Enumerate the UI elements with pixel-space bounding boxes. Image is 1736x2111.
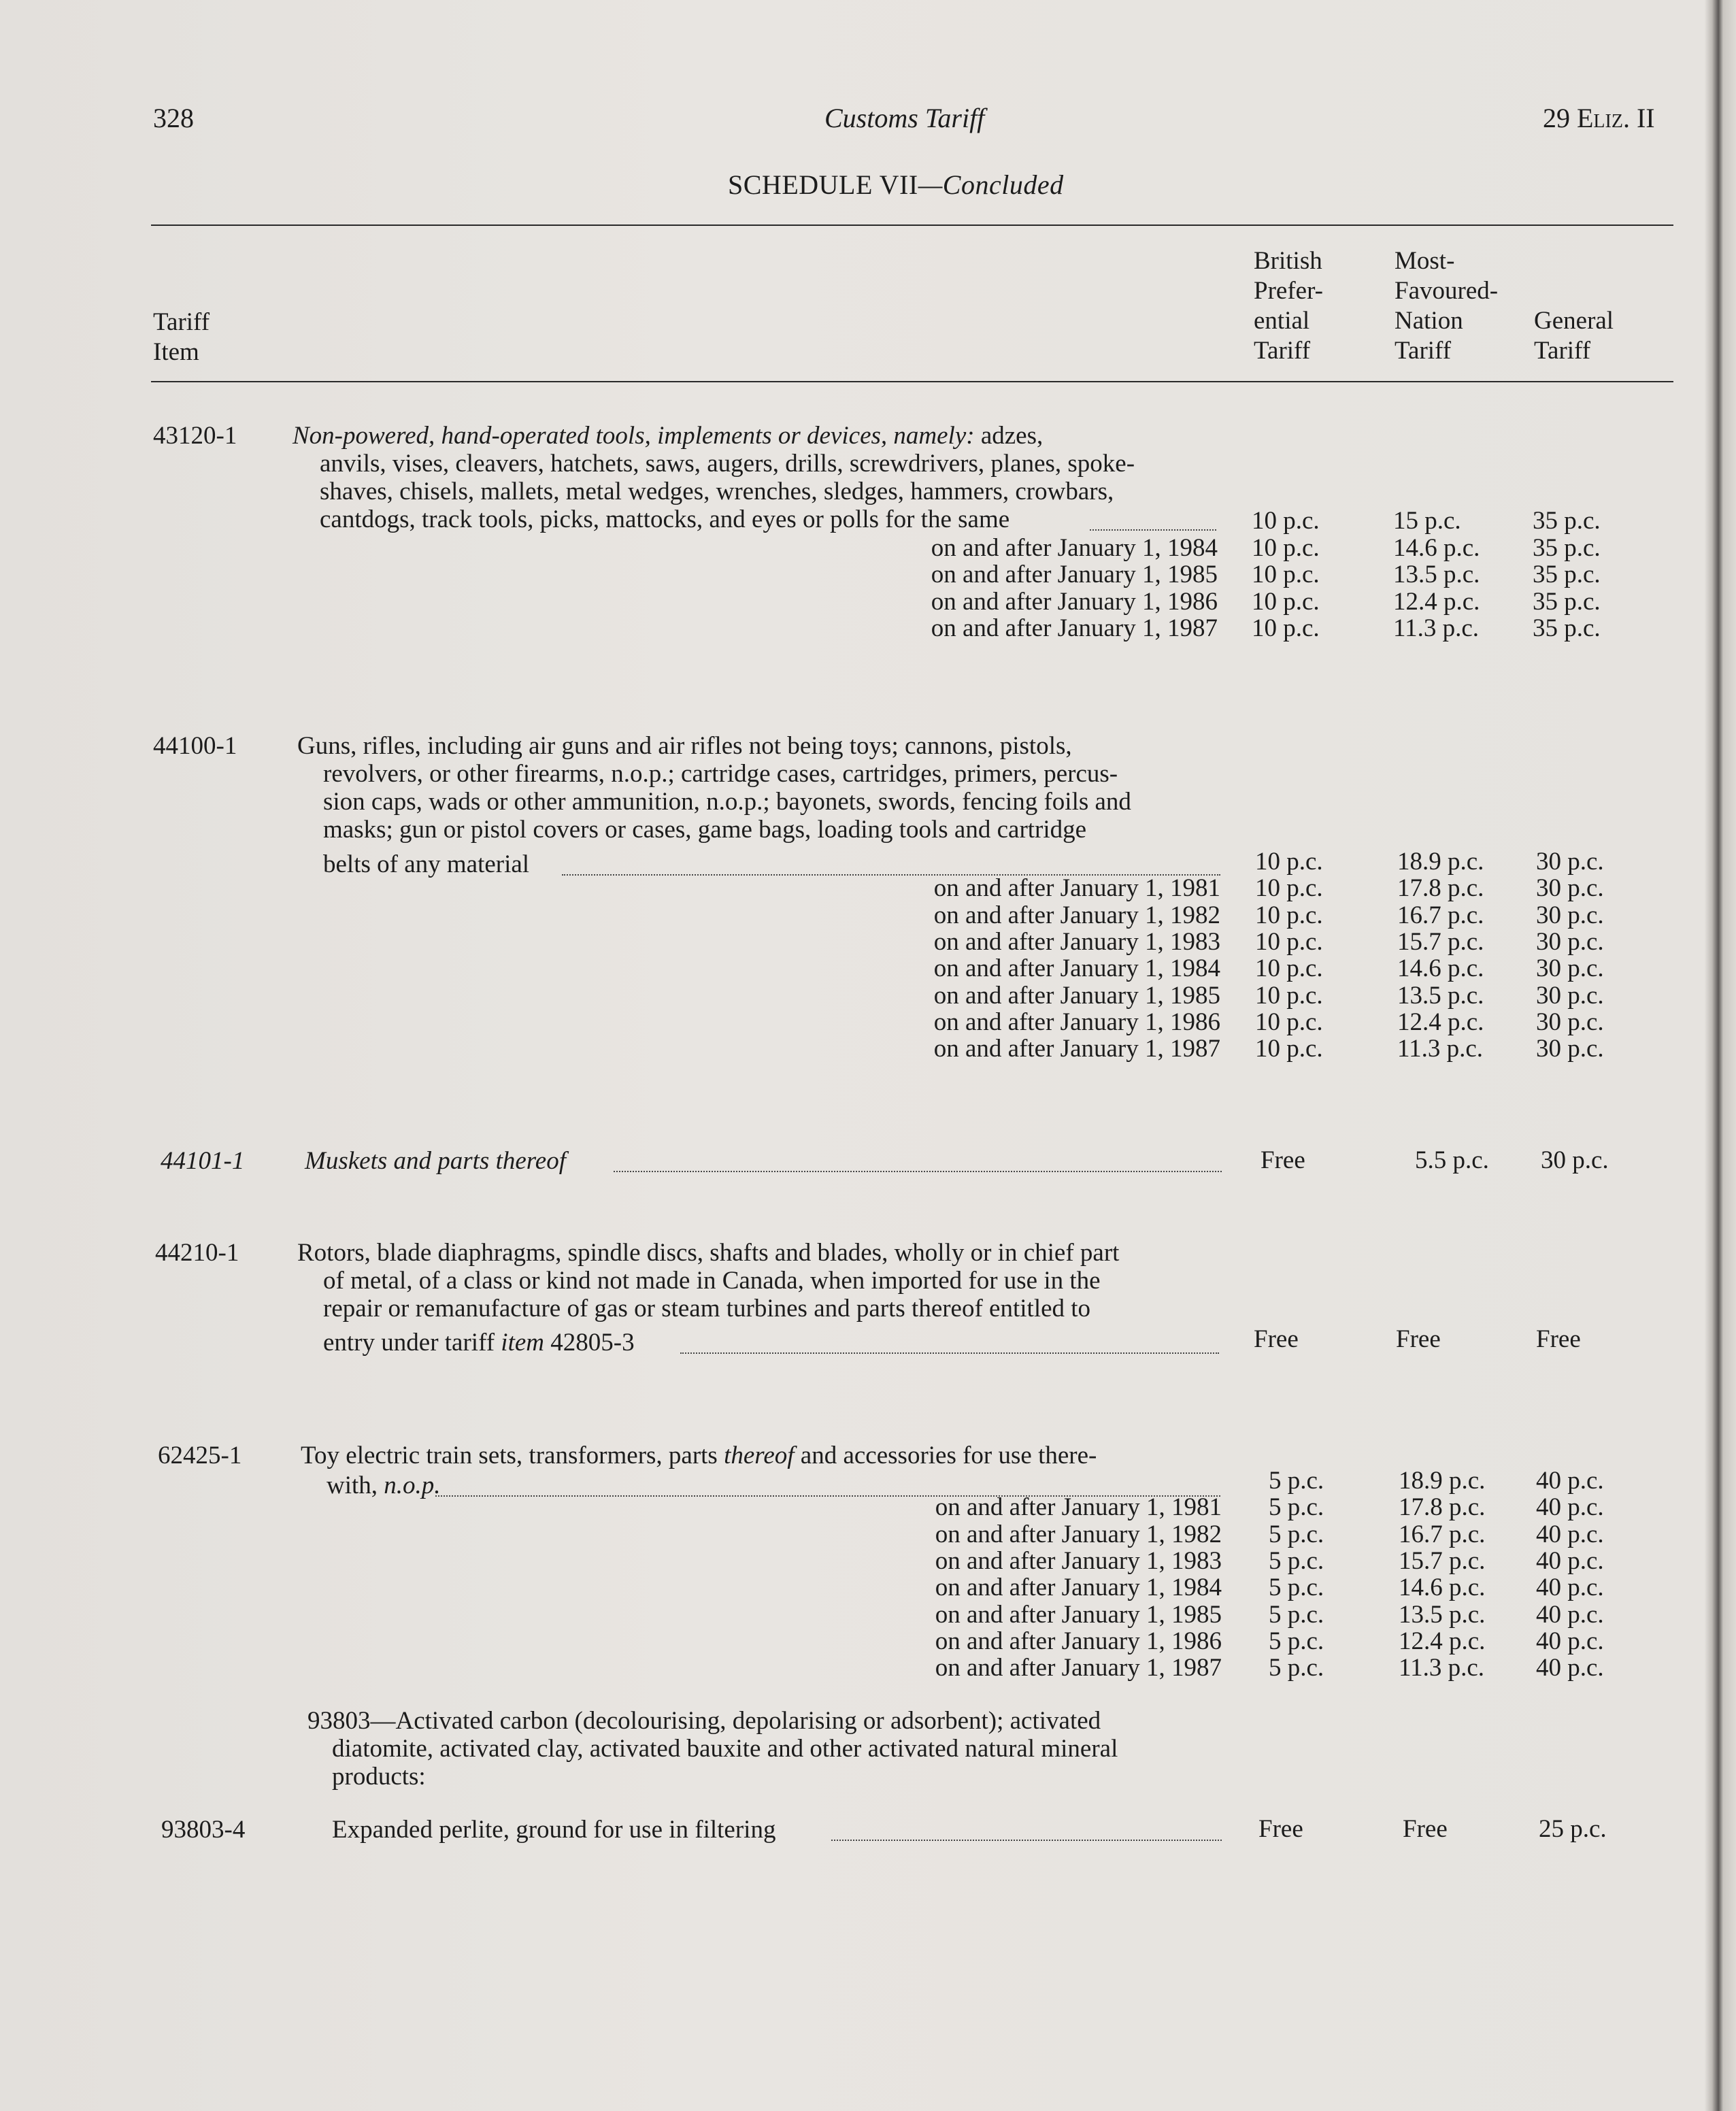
british-preferential-rate: 5 p.c. bbox=[1269, 1654, 1324, 1682]
british-preferential-rate: 10 p.c. bbox=[1255, 1008, 1323, 1036]
general-rate: 40 p.c. bbox=[1536, 1654, 1604, 1682]
general-rate: 30 p.c. bbox=[1536, 1008, 1604, 1036]
british-preferential-rate: 10 p.c. bbox=[1252, 533, 1320, 562]
effective-date-label: on and after January 1, 1981 bbox=[935, 1493, 1222, 1522]
col-head-item-line: Tariff bbox=[153, 308, 210, 336]
tariff-item-code: 62425-1 bbox=[158, 1442, 242, 1469]
book-spine bbox=[1704, 0, 1736, 2111]
british-preferential-rate: 10 p.c. bbox=[1255, 874, 1323, 903]
item-description-line bbox=[293, 422, 1043, 450]
british-preferential-rate: 5 p.c. bbox=[1269, 1467, 1324, 1495]
british-preferential-rate: 10 p.c. bbox=[1255, 954, 1323, 983]
general-rate: 40 p.c. bbox=[1536, 1600, 1604, 1629]
mfn-rate: 15.7 p.c. bbox=[1399, 1546, 1486, 1575]
effective-date-label: on and after January 1, 1982 bbox=[935, 1520, 1222, 1548]
general-rate: 40 p.c. bbox=[1536, 1546, 1604, 1575]
mfn-rate: 5.5 p.c. bbox=[1415, 1146, 1489, 1174]
col-head-general-line: Tariff bbox=[1534, 337, 1591, 365]
item-description-line: Expanded perlite, ground for use in filtering bbox=[332, 1816, 776, 1844]
british-preferential-rate: 10 p.c. bbox=[1255, 1035, 1323, 1063]
tariff-item-code: 44100-1 bbox=[153, 732, 237, 760]
text-segment: with, bbox=[327, 1472, 384, 1499]
general-rate: 30 p.c. bbox=[1541, 1146, 1609, 1174]
mfn-rate: 14.6 p.c. bbox=[1397, 954, 1484, 983]
effective-date-label: on and after January 1, 1985 bbox=[931, 561, 1218, 588]
text-segment: Toy electric train sets, transformers, parts bbox=[301, 1442, 724, 1469]
item-description-line: shaves, chisels, mallets, metal wedges, wrenches, sledges, hammers, crowbars, bbox=[320, 478, 1114, 505]
effective-date-label: on and after January 1, 1982 bbox=[933, 901, 1220, 929]
heading-93803-line: 93803—Activated carbon (decolourising, depolarising or adsorbent); activated bbox=[307, 1707, 1101, 1735]
top-rule bbox=[151, 225, 1673, 226]
col-head-mfn bbox=[1395, 246, 1498, 366]
dot-leader bbox=[614, 1171, 1222, 1172]
general-rate: 40 p.c. bbox=[1536, 1627, 1604, 1655]
mfn-rate: Free bbox=[1396, 1325, 1441, 1353]
effective-date-label: on and after January 1, 1986 bbox=[935, 1627, 1222, 1655]
effective-date-label: on and after January 1, 1983 bbox=[933, 927, 1220, 956]
item-description-line: belts of any material bbox=[323, 850, 530, 878]
heading-93803-line: diatomite, activated clay, activated bauxite and other activated natural mineral bbox=[332, 1735, 1118, 1763]
british-preferential-rate: 10 p.c. bbox=[1255, 981, 1323, 1010]
british-preferential-rate: 5 p.c. bbox=[1269, 1493, 1324, 1522]
tariff-item-code: 43120-1 bbox=[153, 422, 237, 450]
general-rate: 30 p.c. bbox=[1536, 954, 1604, 983]
british-preferential-rate: Free bbox=[1254, 1325, 1299, 1353]
mfn-rate: 13.5 p.c. bbox=[1397, 981, 1484, 1010]
mfn-rate: 16.7 p.c. bbox=[1397, 901, 1484, 929]
col-head-british-line: British bbox=[1254, 247, 1322, 275]
general-rate: Free bbox=[1536, 1325, 1581, 1353]
general-rate: 30 p.c. bbox=[1536, 848, 1604, 876]
effective-date-label: on and after January 1, 1984 bbox=[931, 533, 1218, 562]
british-preferential-rate: 10 p.c. bbox=[1255, 848, 1323, 876]
mfn-rate: Free bbox=[1403, 1815, 1448, 1843]
mfn-rate: 12.4 p.c. bbox=[1393, 587, 1480, 616]
general-rate: 35 p.c. bbox=[1533, 561, 1601, 588]
mfn-rate: 12.4 p.c. bbox=[1397, 1008, 1484, 1036]
item-description-line: of metal, of a class or kind not made in Canada, when imported for use in the bbox=[323, 1267, 1101, 1295]
text-segment: 42805-3 bbox=[544, 1329, 635, 1357]
dot-leader bbox=[680, 1352, 1219, 1354]
british-preferential-rate: Free bbox=[1258, 1815, 1303, 1843]
general-rate: 40 p.c. bbox=[1536, 1574, 1604, 1602]
item-description-line: revolvers, or other firearms, n.o.p.; cartridge cases, cartridges, primers, percus- bbox=[323, 760, 1118, 788]
mfn-rate: 18.9 p.c. bbox=[1399, 1467, 1486, 1495]
mfn-rate: 15 p.c. bbox=[1393, 507, 1461, 535]
effective-date-label: on and after January 1, 1984 bbox=[935, 1574, 1222, 1602]
col-head-british bbox=[1254, 246, 1323, 366]
british-preferential-rate: 10 p.c. bbox=[1252, 507, 1320, 535]
effective-date-label: on and after January 1, 1985 bbox=[935, 1600, 1222, 1629]
mfn-rate: 18.9 p.c. bbox=[1397, 848, 1484, 876]
regnal-year: 29 Eliz. II bbox=[1543, 103, 1655, 133]
general-rate: 40 p.c. bbox=[1536, 1493, 1604, 1522]
british-preferential-rate: 5 p.c. bbox=[1269, 1627, 1324, 1655]
general-rate: 35 p.c. bbox=[1533, 587, 1601, 616]
col-head-item-line: Item bbox=[153, 338, 199, 366]
british-preferential-rate: 10 p.c. bbox=[1255, 901, 1323, 929]
col-head-mfn-line: Most- bbox=[1395, 247, 1455, 275]
schedule-suffix: —Concluded bbox=[918, 169, 1064, 200]
mfn-rate: 14.6 p.c. bbox=[1393, 533, 1480, 562]
british-preferential-rate: Free bbox=[1261, 1146, 1305, 1174]
british-preferential-rate: 5 p.c. bbox=[1269, 1546, 1324, 1575]
item-description-line bbox=[323, 1329, 635, 1357]
mfn-rate: 11.3 p.c. bbox=[1393, 614, 1480, 642]
item-description-line: cantdogs, track tools, picks, mattocks, and eyes or polls for the same bbox=[320, 505, 1010, 533]
mfn-rate: 17.8 p.c. bbox=[1397, 874, 1484, 903]
mfn-rate: 11.3 p.c. bbox=[1399, 1654, 1485, 1682]
lead-continuation: adzes, bbox=[980, 422, 1044, 450]
british-preferential-rate: 5 p.c. bbox=[1269, 1574, 1324, 1602]
text-segment-italic: n.o.p. bbox=[384, 1472, 441, 1499]
col-head-british-line: Prefer- bbox=[1254, 277, 1323, 305]
col-head-mfn-line: Favoured- bbox=[1395, 277, 1499, 305]
british-preferential-rate: 10 p.c. bbox=[1252, 614, 1320, 642]
effective-date-label: on and after January 1, 1987 bbox=[935, 1654, 1222, 1682]
general-rate: 30 p.c. bbox=[1536, 874, 1604, 903]
tariff-item-code: 93803-4 bbox=[161, 1816, 246, 1844]
general-rate: 35 p.c. bbox=[1533, 614, 1601, 642]
item-description-line bbox=[301, 1442, 1097, 1469]
item-description-line: masks; gun or pistol covers or cases, game bags, loading tools and cartridge bbox=[323, 816, 1087, 844]
general-rate: 30 p.c. bbox=[1536, 901, 1604, 929]
mfn-rate: 13.5 p.c. bbox=[1393, 561, 1480, 588]
effective-date-label: on and after January 1, 1986 bbox=[931, 587, 1218, 616]
item-description-line: repair or remanufacture of gas or steam turbines and parts thereof entitled to bbox=[323, 1295, 1091, 1323]
heading-93803-line: products: bbox=[332, 1763, 426, 1791]
tariff-item-code: 44101-1 bbox=[161, 1147, 245, 1175]
col-head-british-line: ential bbox=[1254, 307, 1310, 335]
col-head-mfn-line: Tariff bbox=[1395, 337, 1452, 365]
dot-leader bbox=[1090, 529, 1216, 531]
effective-date-label: on and after January 1, 1986 bbox=[933, 1008, 1220, 1036]
item-description-line: anvils, vises, cleavers, hatchets, saws, augers, drills, screwdrivers, planes, spoke- bbox=[320, 450, 1135, 478]
schedule-title: SCHEDULE VII bbox=[728, 169, 918, 200]
col-head-general bbox=[1534, 306, 1614, 366]
text-segment: and accessories for use there- bbox=[794, 1442, 1097, 1469]
general-rate: 40 p.c. bbox=[1536, 1467, 1604, 1495]
col-head-general-line: General bbox=[1534, 307, 1614, 335]
general-rate: 35 p.c. bbox=[1533, 507, 1601, 535]
british-preferential-rate: 10 p.c. bbox=[1255, 927, 1323, 956]
col-head-british-line: Tariff bbox=[1254, 337, 1311, 365]
mfn-rate: 16.7 p.c. bbox=[1399, 1520, 1486, 1548]
mfn-rate: 14.6 p.c. bbox=[1399, 1574, 1486, 1602]
british-preferential-rate: 5 p.c. bbox=[1269, 1520, 1324, 1548]
text-segment-italic: item bbox=[501, 1329, 544, 1357]
general-rate: 40 p.c. bbox=[1536, 1520, 1604, 1548]
tariff-item-code: 44210-1 bbox=[155, 1239, 239, 1267]
british-preferential-rate: 5 p.c. bbox=[1269, 1600, 1324, 1629]
british-preferential-rate: 10 p.c. bbox=[1252, 561, 1320, 588]
item-description-line: Rotors, blade diaphragms, spindle discs, shafts and blades, wholly or in chief part bbox=[297, 1239, 1120, 1267]
mfn-rate: 17.8 p.c. bbox=[1399, 1493, 1486, 1522]
effective-date-label: on and after January 1, 1987 bbox=[933, 1035, 1220, 1063]
header-rule bbox=[151, 381, 1673, 382]
running-title: Customs Tariff bbox=[824, 103, 985, 133]
mfn-rate: 15.7 p.c. bbox=[1397, 927, 1484, 956]
item-description-line: Guns, rifles, including air guns and air rifles not being toys; cannons, pistols, bbox=[297, 732, 1072, 760]
col-head-item bbox=[153, 307, 210, 367]
text-segment-italic: thereof bbox=[724, 1442, 795, 1469]
effective-date-label: on and after January 1, 1983 bbox=[935, 1546, 1222, 1575]
item-description-line: sion caps, wads or other ammunition, n.o.p.; bayonets, swords, fencing foils and bbox=[323, 788, 1131, 816]
effective-date-label: on and after January 1, 1987 bbox=[931, 614, 1218, 642]
mfn-rate: 12.4 p.c. bbox=[1399, 1627, 1486, 1655]
mfn-rate: 13.5 p.c. bbox=[1399, 1600, 1486, 1629]
text-segment: entry under tariff bbox=[323, 1329, 501, 1357]
general-rate: 30 p.c. bbox=[1536, 927, 1604, 956]
page-number: 328 bbox=[153, 103, 194, 133]
general-rate: 30 p.c. bbox=[1536, 1035, 1604, 1063]
effective-date-label: on and after January 1, 1981 bbox=[933, 874, 1220, 903]
general-rate: 30 p.c. bbox=[1536, 981, 1604, 1010]
effective-date-label: on and after January 1, 1985 bbox=[933, 981, 1220, 1010]
general-rate: 25 p.c. bbox=[1539, 1815, 1607, 1843]
general-rate: 35 p.c. bbox=[1533, 533, 1601, 562]
mfn-rate: 11.3 p.c. bbox=[1397, 1035, 1484, 1063]
effective-date-label: on and after January 1, 1984 bbox=[933, 954, 1220, 983]
col-head-mfn-line: Nation bbox=[1395, 307, 1463, 335]
item-description-line: Muskets and parts thereof bbox=[305, 1147, 567, 1175]
item-description-line bbox=[327, 1472, 441, 1499]
british-preferential-rate: 10 p.c. bbox=[1252, 587, 1320, 616]
dot-leader bbox=[831, 1840, 1222, 1841]
italic-lead: Non-powered, hand-operated tools, implements or devices, namely: bbox=[293, 422, 975, 450]
schedule-heading bbox=[728, 169, 1064, 201]
